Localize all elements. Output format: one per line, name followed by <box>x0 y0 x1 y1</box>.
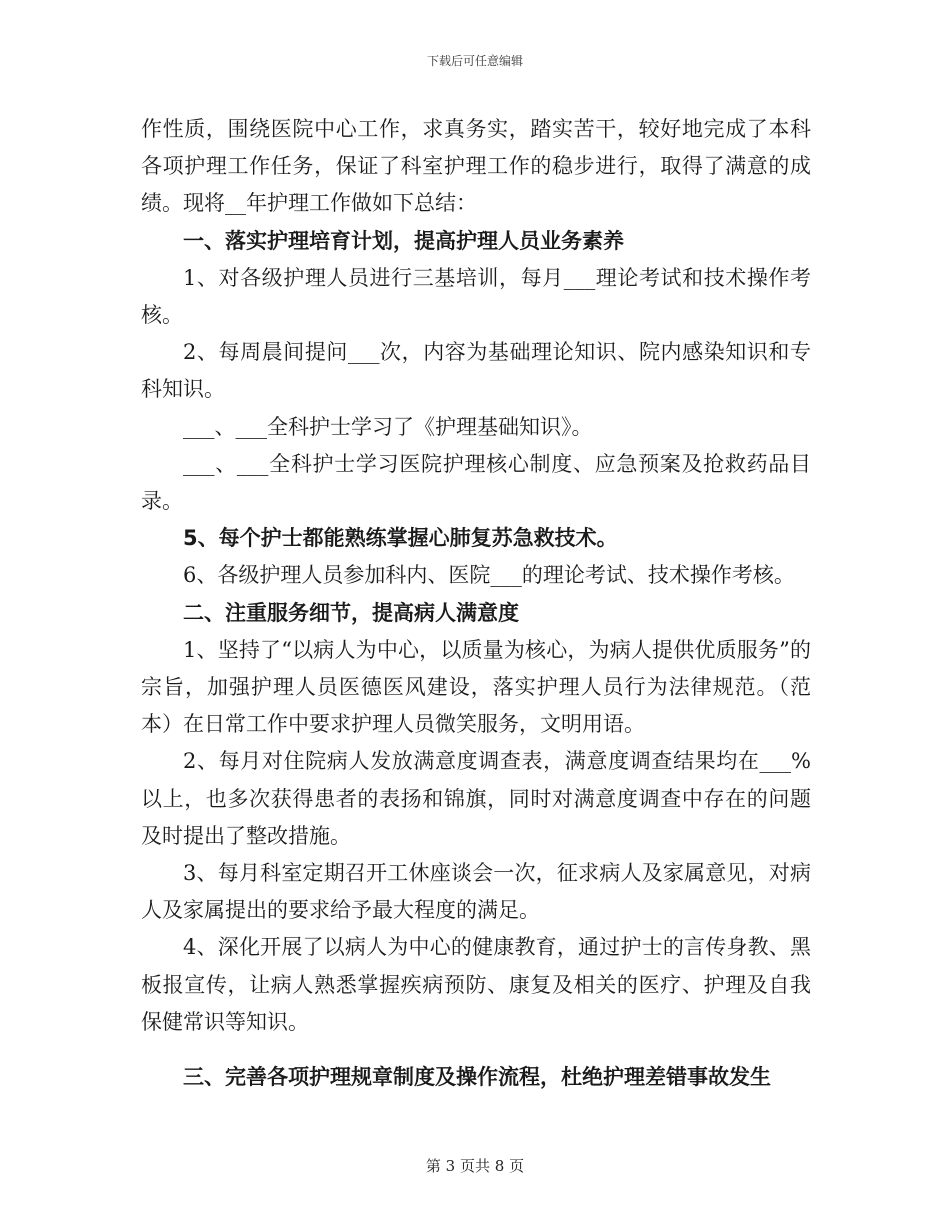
intro-paragraph: 作性质，围绕医院中心工作，求真务实，踏实苦干，较好地完成了本科各项护理工作任务，保证了科室护理工作的稳步进行，取得了满意的成绩。现将__年护理工作做如下总结： <box>141 117 811 216</box>
list-item-bold: 5、每个护士都能熟练掌握心肺复苏急救技术。 <box>183 526 618 551</box>
page-footer: 第 3 页共 8 页 <box>425 1157 525 1175</box>
document-body <box>141 111 811 1096</box>
page-header: 下载后可任意编辑 <box>426 54 523 68</box>
list-item: 4、深化开展了以病人为中心的健康教育，通过护士的言传身教、黑板报宣传，让病人熟悉掌握疾病预防、康复及相关的医疗、护理及自我保健常识等知识。 <box>141 935 811 1034</box>
list-item: 2、每月对住院病人发放满意度调查表，满意度调查结果均在___%以上，也多次获得患者的表扬和锦旗，同时对满意度调查中存在的问题及时提出了整改措施。 <box>141 749 811 848</box>
list-item: 1、对各级护理人员进行三基培训，每月___理论考试和技术操作考核。 <box>141 265 811 328</box>
list-item: 1、坚持了“以病人为中心，以质量为核心，为病人提供优质服务”的宗旨，加强护理人员医德医风建设，落实护理人员行为法律规范。（范本）在日常工作中要求护理人员微笑服务，文明用语。 <box>141 637 811 737</box>
section-heading-3: 三、完善各项护理规章制度及操作流程，杜绝护理差错事故发生 <box>183 1065 771 1090</box>
section-heading-2: 二、注重服务细节，提高病人满意度 <box>183 600 519 625</box>
list-item: 6、各级护理人员参加科内、医院___的理论考试、技术操作考核。 <box>183 563 795 588</box>
list-item: 3、每月科室定期召开工休座谈会一次，征求病人及家属意见，对病人及家属提出的要求给予最大程度的满足。 <box>141 861 811 923</box>
list-item: 2、每周晨间提问___次，内容为基础理论知识、院内感染知识和专科知识。 <box>141 340 811 402</box>
section-heading-1: 一、落实护理培育计划，提高护理人员业务素养 <box>183 228 624 253</box>
list-item: ___、___全科护士学习医院护理核心制度、应急预案及抢救药品目录。 <box>141 451 811 514</box>
list-item: ___、___全科护士学习了《护理基础知识》。 <box>183 414 593 439</box>
